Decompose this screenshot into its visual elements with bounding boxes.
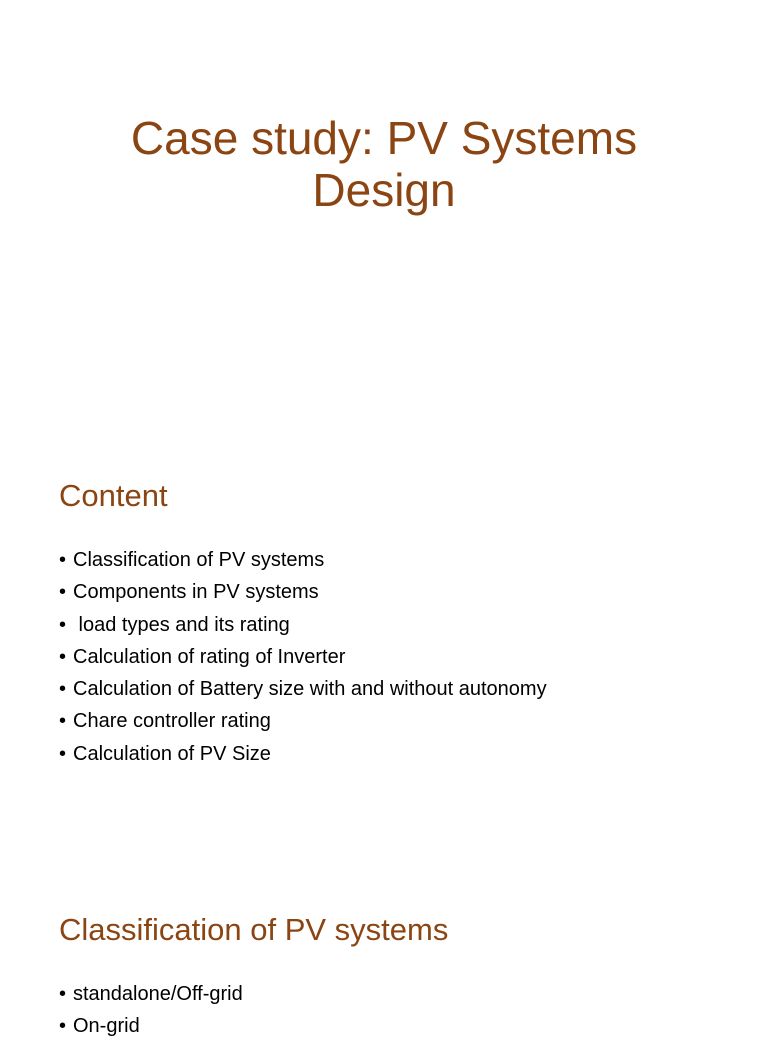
- bullet-text: standalone/Off-grid: [73, 983, 243, 1005]
- list-item: [59, 1014, 243, 1046]
- content-bullet-list: [59, 548, 547, 774]
- classification-slide: [0, 866, 768, 1038]
- list-item: [59, 613, 547, 645]
- bullet-text: Classification of PV systems: [73, 549, 325, 571]
- list-item: [59, 742, 547, 774]
- bullet-text: Calculation of rating of Inverter: [73, 645, 346, 668]
- bullet-icon: •: [59, 678, 67, 701]
- presentation-title: [0, 112, 768, 216]
- bullet-icon: •: [59, 710, 67, 733]
- list-item: [59, 677, 547, 709]
- title-slide: [0, 0, 768, 432]
- bullet-text: Chare controller rating: [73, 710, 271, 733]
- bullet-text: Calculation of Battery size with and without autonomy: [73, 678, 547, 701]
- bullet-icon: •: [59, 549, 67, 571]
- content-heading: Content: [59, 478, 168, 513]
- list-item: [59, 548, 547, 580]
- title-line-2: Design: [312, 164, 456, 216]
- bullet-text: Calculation of PV Size: [73, 742, 271, 765]
- bullet-icon: •: [59, 581, 67, 604]
- bullet-icon: •: [59, 983, 67, 1005]
- list-item: [59, 709, 547, 741]
- content-slide: [0, 432, 768, 866]
- bullet-text: On-grid: [73, 1015, 140, 1038]
- list-item: [59, 580, 547, 612]
- bullet-icon: •: [59, 742, 67, 765]
- title-line-1: Case study: PV Systems: [130, 112, 638, 164]
- bullet-icon: •: [59, 613, 67, 636]
- classification-heading: Classification of PV systems: [59, 912, 449, 947]
- list-item: [59, 982, 243, 1014]
- bullet-icon: •: [59, 645, 67, 668]
- bullet-icon: •: [59, 1015, 67, 1038]
- classification-bullet-list: [59, 982, 243, 1047]
- list-item: [59, 645, 547, 677]
- bullet-text: load types and its rating: [73, 613, 290, 636]
- bullet-text: Components in PV systems: [73, 581, 319, 604]
